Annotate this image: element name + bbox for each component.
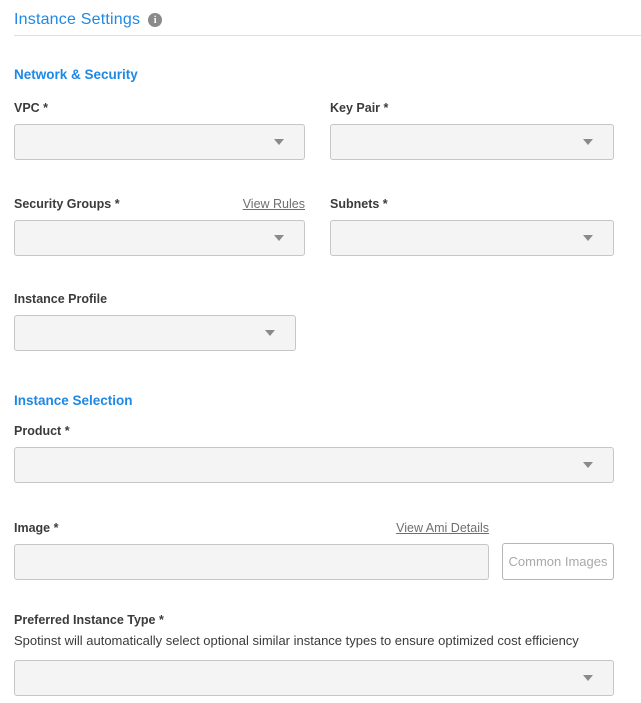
image-input[interactable] [14, 544, 489, 580]
chevron-down-icon [583, 675, 593, 681]
instance-profile-label: Instance Profile [14, 292, 108, 306]
preferred-instance-type-dropdown[interactable] [14, 660, 614, 696]
field-group-subnets [330, 197, 614, 256]
page-header [0, 0, 641, 35]
field-group-image [14, 521, 614, 580]
chevron-down-icon [583, 139, 593, 145]
view-ami-details-link[interactable]: View Ami Details [396, 521, 489, 535]
vpc-label: VPC * [14, 101, 49, 115]
product-label: Product * [14, 424, 70, 438]
field-group-vpc [14, 101, 305, 160]
chevron-down-icon [583, 462, 593, 468]
field-group-security-groups [14, 197, 305, 256]
subnets-label: Subnets * [330, 197, 388, 211]
chevron-down-icon [274, 139, 284, 145]
chevron-down-icon [265, 330, 275, 336]
page-title: Instance Settings [14, 11, 141, 28]
vpc-dropdown[interactable] [14, 124, 305, 160]
instance-profile-dropdown[interactable] [14, 315, 296, 351]
field-group-key-pair [330, 101, 614, 160]
subnets-dropdown[interactable] [330, 220, 614, 256]
section-heading-instance-selection: Instance Selection [14, 393, 133, 408]
field-group-preferred-instance-type [14, 613, 614, 696]
key-pair-label: Key Pair * [330, 101, 389, 115]
field-group-instance-profile [14, 292, 296, 351]
info-icon[interactable]: i [148, 13, 162, 27]
product-dropdown[interactable] [14, 447, 614, 483]
chevron-down-icon [583, 235, 593, 241]
common-images-button[interactable]: Common Images [502, 543, 614, 580]
image-label: Image * [14, 521, 59, 535]
form-content [0, 36, 641, 696]
security-groups-dropdown[interactable] [14, 220, 305, 256]
preferred-instance-type-description: Spotinst will automatically select optional similar instance types to ensure optimized cost efficiency [14, 633, 579, 648]
security-groups-label: Security Groups * [14, 197, 120, 211]
key-pair-dropdown[interactable] [330, 124, 614, 160]
field-group-product [14, 424, 614, 483]
preferred-instance-type-label: Preferred Instance Type * [14, 613, 164, 627]
chevron-down-icon [274, 235, 284, 241]
view-rules-link[interactable]: View Rules [242, 197, 305, 211]
section-heading-network-security: Network & Security [14, 67, 138, 82]
